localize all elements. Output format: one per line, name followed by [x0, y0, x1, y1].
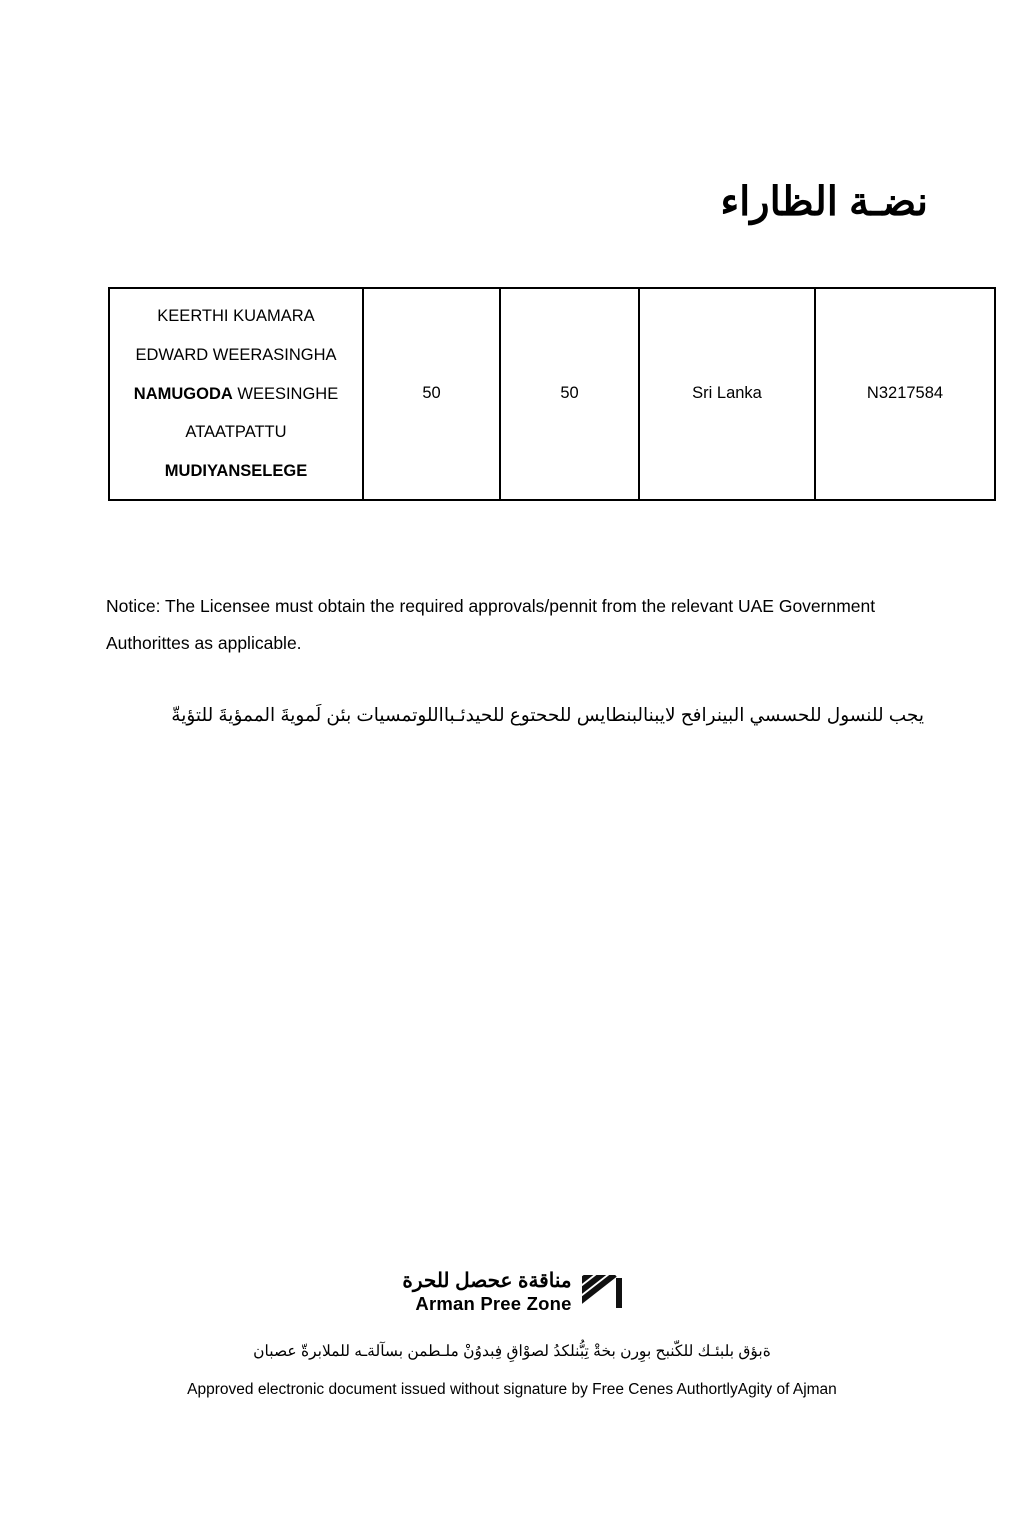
name-line-1: KEERTHI KUAMARA [157, 307, 315, 325]
table-cell-country: Sri Lanka [639, 288, 815, 500]
table-cell-value-1: 50 [363, 288, 500, 500]
table-cell-value-2: 50 [500, 288, 639, 500]
name-line-3-suffix: WEESINGHE [232, 384, 339, 403]
arabic-heading: نضـة الظاراء [720, 180, 928, 224]
name-line-4: ATAATPATTU [185, 423, 287, 442]
name-line-2: EDWARD WEERASINGHA [135, 345, 337, 364]
slanted-bars-logo-icon [582, 1275, 622, 1309]
table-cell-id-number: N3217584 [815, 288, 995, 500]
footer-disclaimer-arabic: ةبؤق بلبئـك للكّنبح بوِرن بخةْ تِبُّنلكدُ لصوْاقِ فِبدوُنْ ملـطمن بسآلةـه للملابرةّ عصبان [253, 1343, 771, 1361]
footer-logo-english: Arman Pree Zone [415, 1293, 572, 1314]
notice-text-arabic: يجب للنسول للحسسي البينرافح لايبنالبنطايس للححتوع للحيدئـبااللوتمسيات بئن لَمويةَ الممؤيةَ للتؤيةّ [171, 704, 924, 725]
footer-logo [402, 1270, 621, 1314]
footer-disclaimer-english: Approved electronic document issued without signature by Free Cenes AuthortlyAgity of Ajman [187, 1380, 837, 1398]
footer-logo-text [402, 1270, 571, 1314]
name-line-5: MUDIYANSELEGE [164, 462, 308, 481]
footer [0, 1270, 1024, 1401]
name-line-3 [116, 375, 356, 414]
license-table-container [108, 287, 944, 501]
footer-logo-arabic: مناقةة عحصل للحرة [402, 1270, 572, 1292]
table-row [109, 288, 995, 500]
license-table [108, 287, 996, 501]
table-cell-name [109, 288, 363, 500]
name-line-3-bold: NAMUGODA [133, 384, 233, 403]
notice-text: Notice: The Licensee must obtain the required approvals/pennit from the relevant UAE Government Authorittes as applicable. [106, 596, 876, 653]
